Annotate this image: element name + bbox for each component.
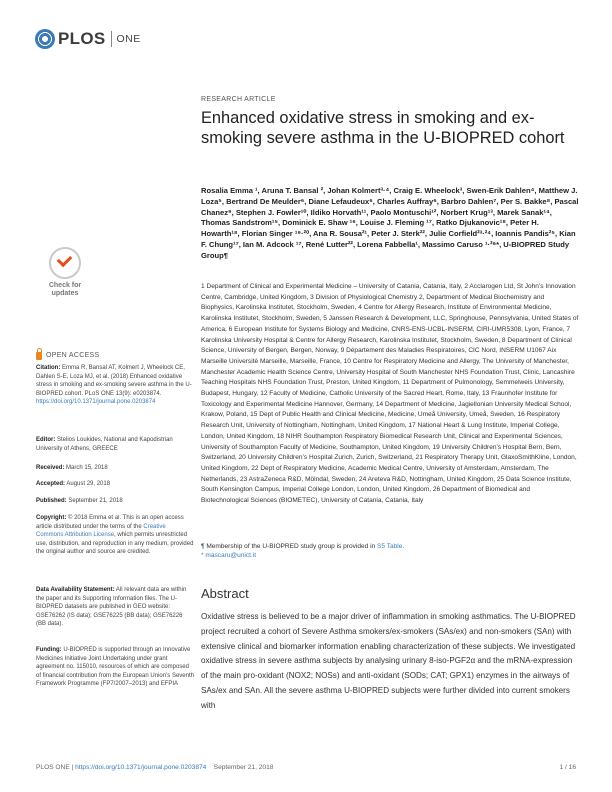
- data-availability-text: All relevant data are within the paper and its Supporting Information files. The U-BIOPRED datasets are published in GEO website: GSE76262 (IS data); GSE76225 (BB data); GSE76226 (BB data).: [36, 587, 187, 628]
- page-footer: [36, 764, 576, 771]
- accepted-block: [36, 480, 194, 489]
- membership-note: [201, 542, 579, 561]
- affiliations: 1 Department of Clinical and Experimental Medicine – University of Catania, Catania, Italy, 2 Acclarogen Ltd, St John’s Innovation Centre, Cambridge, United Kingdom, 3 Division of Physiological Chemistry 2, Department of Medical Biochemistry and Biophysics, Karolinska Institutet, Stockholm, Sweden, 4 Centre for Allergy Research, Institute of Environmental Medicine, Karolinska Institutet, Stockholm, Sweden, 5 Janssen Research & Development, LLC, Springhouse, Pennsylvania, United States of America, 6 European Institute for Systems Biology and Medicine, CNRS-ENS-UCBL-INSERM, CIRI-UMR5308, Lyon, France, 7 Karolinska University Hospital & Centre for Allergy Research, Karolinska Institutet, Stockholm, Sweden, 8 Department of Clinical Science, University of Bergen, Bergen, Norway, 9 Département des Maladies Respiratoires, CIC Nord, INSERM U1067 Aix Marseille Université Marseille, Marseille, France, 10 Centre for Respiratory Medicine and Allergy, The University of Manchester, Manchester Academic Health Science Centre, University Hospital of South Manchester NHS Foundation Trust, Clinic, Lancashire Teaching Hospitals NHS Foundation Trust, Preston, United Kingdom, 11 Department of Pulmonology, Semmelweis University, Budapest, Hungary, 12 Faculty of Medicine, Catholic University of the Sacred Heart, Rome, Italy, 13 Fraunhofer Institute for Toxicology and Experimental Medicine Hannover, Germany, 14 Department of Medicine, Jagiellonian University Medical School, Krakow, Poland, 15 Dept of Public Health and Clinical Medicine, Medicine, Umeå University, Umeå, Sweden, 16 Respiratory Research Unit, University of Nottingham, Nottingham, United Kingdom, 17 National Heart & Lung Institute, Imperial College, London, United Kingdom, 18 NIHR Southampton Respiratory Biomedical Research Unit, Clinical and Experimental Sciences, University of Southampton Faculty of Medicine, Southampton, United Kingdom, 19 University Children’s Hospital Bern, Bern, Switzerland, 20 University Children’s Hospital Zurich, Zurich, Switzerland, 21 Respiratory Therapy Unit, GlaxoSmithKline, London, United Kingdom, 22 Dept of Respiratory Medicine, Academic Medical Centre, University of Amsterdam, Amsterdam, The Netherlands, 23 AstraZeneca R&D, Mölndal, Sweden, 24 Areteva R&D, Nottingham, United Kingdom, 25 Data Science Institute, South Kensington Campus, Imperial College London, London, United Kingdom, 26 Department of Biomedical and Biotechnological Sciences (BIOMETEC), University of Catania, Catania, Italy: [201, 283, 579, 505]
- check-updates-label: Check for updates: [48, 282, 82, 297]
- published-label: Published:: [36, 498, 67, 504]
- open-access-label: OPEN ACCESS: [46, 351, 100, 359]
- funding-label: Funding:: [36, 647, 62, 653]
- article-type-label: RESEARCH ARTICLE: [201, 96, 276, 103]
- open-access-lock-icon: [36, 352, 42, 360]
- abstract-heading: Abstract: [201, 586, 249, 601]
- received-date: March 15, 2018: [64, 465, 108, 471]
- abstract-text: Oxidative stress is believed to be a major driver of inflammation in smoking asthmatics. The U-BIOPRED project recruited a cohort of Severe Asthma smokers/ex-smokers (SAs/ex) and non-smokers (SAn) with extensive clinical and biomarker information enabling characterization of these subjects. We investigated oxidative stress in severe asthma subjects by analysing urinary 8-iso-PGF2α and the mRNA-expression of the main pro-oxidant (NOX2; NOSs) and anti-oxidant (SODs; CAT; GPX1) enzymes in the airways of SAs/ex and SAn. All the severe asthma U-BIOPRED subjects were further divided into current smokers with: [201, 612, 576, 710]
- footer-date: September 21, 2018: [213, 764, 274, 771]
- footer-citation: [36, 764, 273, 771]
- s5-table-link[interactable]: S5 Table.: [377, 543, 405, 550]
- page-number: 1 / 16: [559, 764, 576, 771]
- plos-logo-icon: [35, 29, 55, 49]
- funding-text: U-BIOPRED is supported through an Innovative Medicines Initiative Joint Undertaking under grant agreement no. 115010, resources of which are composed of financial contribution from the European Union’s Seventh Framework Programme (FP7/2007–2013) and EFPIA: [36, 647, 194, 688]
- corresponding-email[interactable]: * mascaru@unict.it: [201, 552, 257, 560]
- copyright-label: Copyright:: [36, 515, 67, 521]
- published-date: September 21, 2018: [66, 498, 123, 504]
- footer-doi-link[interactable]: https://doi.org/10.1371/journal.pone.0203874: [75, 764, 207, 771]
- received-label: Received:: [36, 465, 65, 471]
- membership-text: ¶ Membership of the U-BIOPRED study group is provided in: [201, 543, 377, 550]
- accepted-label: Accepted:: [36, 481, 66, 487]
- author-list: Rosalia Emma ¹, Aruna T. Bansal ², Johan Kolmert³·⁴, Craig E. Wheelock³, Swen-Erik Dahlen⁴, Matthew J. Loza⁵, Bertrand De Meulder⁶, Diane Lefaudeux⁶, Charles Auffray⁶, Barbro Dahlen⁷, Per S. Bakke⁸, Pascal Chanez⁹, Stephen J. Fowler¹⁰, Ildiko Horvath¹¹, Paolo Montuschi¹², Norbert Krug¹³, Marek Sanak¹⁴, Thomas Sandstrom¹⁵, Dominick E. Shaw ¹⁶, Louise J. Fleming ¹⁷, Ratko Djukanovic¹⁸, Peter H. Howarth¹⁸, Florian Singer ¹⁹·²⁰, Ana R. Sousa²¹, Peter J. Sterk²², Julie Corfield²³·²⁴, Ioannis Pandis²⁵, Kian F. Chung¹⁷, Ian M. Adcock ¹⁷, René Lutter²², Lorena Fabbella¹, Massimo Caruso ¹·²⁶*, U-BIOPRED Study Group¶: [201, 186, 579, 260]
- citation-text: Emma R, Bansal AT, Kolmert J, Wheelock CE, Dahlen S-E, Loza MJ, et al. (2018) Enhanced oxidative stress in smoking and ex-smoking severe asthma in the U-BIOPRED cohort. PLoS ONE 13(9): e0203874.: [36, 365, 192, 397]
- cc-license-link[interactable]: Creative Commons Attribution License: [36, 523, 166, 539]
- footer-journal: PLOS ONE |: [36, 764, 76, 771]
- copyright-text-1: © 2018 Emma et al. This is an open access article distributed under the terms of the: [36, 515, 184, 530]
- editor-text: Stelios Loukides, National and Kapodistrian University of Athens, GREECE: [36, 437, 173, 452]
- citation-block: [36, 364, 194, 407]
- logo-divider: [111, 31, 112, 47]
- plos-one-logo[interactable]: [35, 28, 141, 50]
- copyright-text-2: , which permits unrestricted use, distribution, and reproduction in any medium, provided the original author and source are credited.: [36, 532, 194, 556]
- data-availability-label: Data Availability Statement:: [36, 587, 115, 593]
- logo-one-text: ONE: [116, 33, 141, 45]
- editor-block: [36, 436, 194, 453]
- citation-label: Citation:: [36, 365, 61, 371]
- open-access-badge: [36, 351, 99, 359]
- editor-label: Editor:: [36, 437, 56, 443]
- article-title: Enhanced oxidative stress in smoking and ex-smoking severe asthma in the U-BIOPRED cohort: [201, 109, 565, 148]
- funding-block: [36, 646, 194, 689]
- check-updates-icon: [49, 247, 81, 279]
- accepted-date: August 29, 2018: [65, 481, 111, 487]
- citation-doi-link[interactable]: https://doi.org/10.1371/journal.pone.0203874: [36, 399, 156, 406]
- copyright-block: [36, 514, 194, 557]
- check-for-updates-badge[interactable]: [36, 247, 94, 301]
- published-block: [36, 497, 194, 506]
- logo-plos-text: PLOS: [58, 29, 106, 48]
- data-availability-block: [36, 586, 194, 629]
- received-block: [36, 464, 194, 473]
